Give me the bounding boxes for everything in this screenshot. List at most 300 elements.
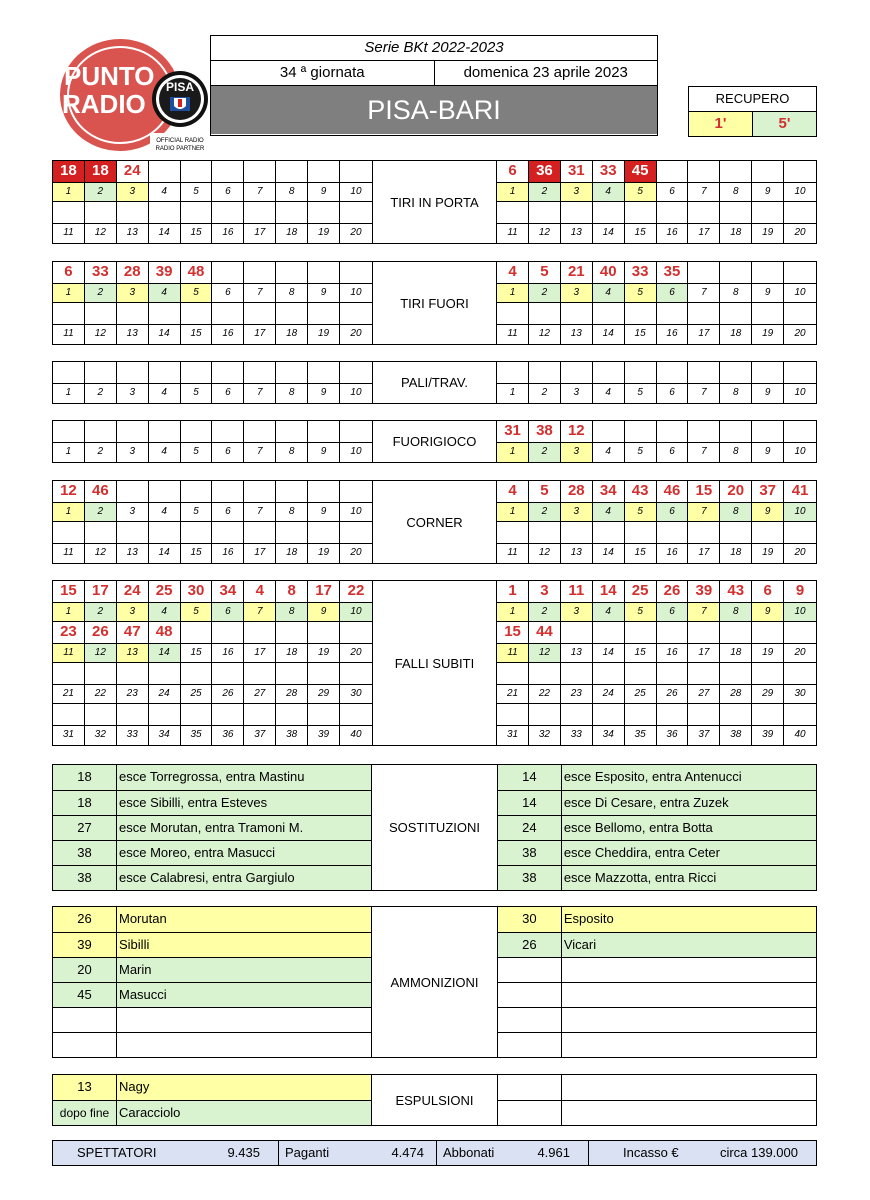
stat-value	[657, 202, 689, 223]
stat-value: 41	[791, 482, 809, 499]
value-row	[53, 161, 372, 182]
index-cell: 33	[117, 726, 149, 745]
minute: 14	[498, 791, 562, 815]
index-cell: 36	[657, 726, 689, 745]
index-cell: 6	[657, 183, 689, 201]
description: esce Di Cesare, entra Zuzek	[563, 795, 729, 810]
stat-value	[181, 202, 213, 223]
stat-value	[720, 421, 752, 442]
description: esce Sibilli, entra Esteves	[119, 795, 268, 810]
description: Marin	[119, 962, 152, 977]
index-cell: 2	[529, 384, 561, 403]
stat-value: 39	[149, 262, 181, 283]
stat-value	[244, 663, 276, 684]
stat-value: 4	[244, 581, 276, 602]
minute-index-row	[497, 383, 816, 403]
index-cell: 8	[276, 284, 308, 302]
index-cell: 18	[276, 644, 308, 662]
stat-value: 6	[752, 581, 784, 602]
index-cell: 10	[350, 446, 362, 457]
incasso-value: circa 139.000	[719, 1145, 798, 1160]
minute: 38	[53, 866, 117, 890]
index-cell: 2	[529, 443, 561, 462]
paganti-value: 4.474	[391, 1145, 424, 1160]
index-cell: 2	[529, 284, 561, 302]
index-cell: 2	[85, 284, 117, 302]
value-row	[497, 161, 816, 182]
index-cell: 12	[529, 644, 561, 662]
stat-value	[625, 663, 657, 684]
value-row	[53, 704, 372, 725]
value-row	[53, 622, 372, 643]
stat-value	[181, 421, 213, 442]
stat-value	[117, 303, 149, 324]
stat-value	[625, 622, 657, 643]
index-cell: 20	[350, 547, 362, 558]
index-cell: 4	[149, 284, 181, 302]
stat-value	[529, 303, 561, 324]
right-team-sostituzioni	[498, 765, 816, 890]
list-row	[53, 907, 371, 932]
index-cell: 6	[212, 603, 244, 621]
right-team-ammonizioni	[498, 907, 816, 1057]
stat-value	[529, 704, 561, 725]
value-row	[497, 522, 816, 543]
corner-table	[52, 480, 817, 564]
stat-value	[561, 202, 593, 223]
description: Nagy	[119, 1079, 150, 1094]
stat-value: 22	[347, 582, 365, 599]
stat-value	[308, 161, 340, 182]
minute-index-row	[53, 502, 372, 522]
index-cell: 4	[149, 443, 181, 462]
minute: 45	[53, 983, 117, 1007]
index-cell: 5	[181, 284, 213, 302]
description: esce Calabresi, entra Gargiulo	[119, 870, 295, 885]
index-cell: 18	[720, 325, 752, 344]
index-cell: 27	[244, 685, 276, 703]
stat-value: 21	[561, 262, 593, 283]
index-cell: 4	[149, 503, 181, 521]
minute	[498, 958, 562, 982]
index-cell: 13	[117, 325, 149, 344]
stat-value	[340, 303, 372, 324]
stat-value	[276, 663, 308, 684]
spettatori-label: SPETTATORI	[77, 1145, 157, 1160]
stat-value	[149, 704, 181, 725]
value-row	[53, 202, 372, 223]
stat-value	[752, 704, 784, 725]
minute: 14	[498, 765, 562, 790]
stat-value	[149, 303, 181, 324]
stat-value: 3	[529, 581, 561, 602]
stat-label: FALLI SUBITI	[372, 581, 497, 745]
index-cell: 9	[308, 183, 340, 201]
stat-value	[340, 663, 372, 684]
logo-caption1: OFFICIAL RADIO	[156, 138, 204, 144]
description: esce Cheddira, entra Ceter	[563, 845, 720, 860]
index-cell: 8	[276, 384, 308, 403]
index-cell: 15	[625, 325, 657, 344]
value-row	[53, 663, 372, 684]
index-cell: 30	[350, 688, 362, 699]
index-cell: 5	[181, 603, 213, 621]
left-team-pali	[53, 362, 372, 403]
stat-value: 26	[657, 581, 689, 602]
stat-value	[720, 622, 752, 643]
stat-value	[117, 202, 149, 223]
index-cell: 4	[149, 603, 181, 621]
index-cell: 10	[340, 603, 372, 621]
index-cell: 12	[529, 325, 561, 344]
stat-value	[212, 481, 244, 502]
value-row	[497, 581, 816, 602]
match-title: PISA-BARI	[211, 86, 657, 134]
description	[562, 1033, 816, 1057]
stat-value	[117, 663, 149, 684]
stat-value: 5	[529, 262, 561, 283]
stat-value: 24	[117, 161, 149, 182]
description: esce Bellomo, entra Botta	[563, 820, 713, 835]
stat-value	[529, 362, 561, 383]
index-cell: 9	[308, 603, 340, 621]
minute: 24	[498, 816, 562, 840]
index-cell: 2	[85, 603, 117, 621]
index-cell: 8	[720, 443, 752, 462]
minute: dopo fine	[53, 1101, 117, 1125]
index-cell: 12	[85, 644, 117, 662]
stat-value	[244, 481, 276, 502]
index-cell: 3	[117, 443, 149, 462]
index-cell: 3	[561, 503, 593, 521]
right-team-corner	[497, 481, 816, 563]
value-row	[497, 421, 816, 442]
index-cell: 16	[657, 325, 689, 344]
index-cell: 13	[117, 544, 149, 563]
index-cell: 15	[625, 224, 657, 243]
index-cell: 35	[181, 726, 213, 745]
stat-value	[625, 202, 657, 223]
index-cell: 10	[350, 186, 362, 197]
value-row	[53, 481, 372, 502]
list-row	[53, 1100, 371, 1125]
stat-value	[149, 522, 181, 543]
stat-value	[53, 421, 85, 442]
stat-value	[85, 522, 117, 543]
stat-value	[752, 622, 784, 643]
stat-value	[308, 262, 340, 283]
index-cell: 21	[497, 685, 529, 703]
right-team-falli	[497, 581, 816, 745]
stat-value: 5	[529, 481, 561, 502]
stat-value	[181, 161, 213, 182]
list-row	[53, 1032, 371, 1057]
stat-value: 34	[212, 581, 244, 602]
minute-index-row	[53, 283, 372, 303]
index-cell: 39	[752, 726, 784, 745]
index-cell: 21	[53, 685, 85, 703]
left-team-tiri_fuori	[53, 262, 372, 344]
index-cell: 9	[308, 284, 340, 302]
minute: 38	[53, 841, 117, 865]
stat-value	[212, 522, 244, 543]
stat-value	[625, 362, 657, 383]
index-cell: 2	[85, 183, 117, 201]
index-cell: 5	[625, 284, 657, 302]
index-cell: 5	[625, 384, 657, 403]
index-cell: 15	[181, 224, 213, 243]
stat-value	[181, 522, 213, 543]
stat-value	[117, 481, 149, 502]
minute	[498, 1101, 562, 1125]
index-cell: 3	[561, 443, 593, 462]
index-cell: 7	[688, 384, 720, 403]
stat-value: 25	[149, 581, 181, 602]
description	[562, 958, 816, 982]
index-cell: 3	[117, 603, 149, 621]
index-cell: 14	[593, 325, 625, 344]
index-cell: 10	[794, 387, 806, 398]
stat-value: 35	[657, 262, 689, 283]
stat-value	[784, 262, 816, 283]
ammonizioni-table	[52, 906, 817, 1058]
stat-value	[276, 362, 308, 383]
stat-value: 46	[657, 481, 689, 502]
minute-index-row	[53, 182, 372, 202]
stat-value	[212, 704, 244, 725]
minute: 13	[53, 1075, 117, 1100]
stat-value	[181, 663, 213, 684]
stat-value	[529, 522, 561, 543]
index-cell: 2	[85, 503, 117, 521]
left-team-falli	[53, 581, 372, 745]
index-cell: 13	[117, 644, 149, 662]
stat-value: 38	[529, 421, 561, 442]
index-cell: 16	[657, 644, 689, 662]
logo-caption2: RADIO PARTNER	[155, 146, 205, 152]
index-cell: 19	[308, 325, 340, 344]
recupero-label: RECUPERO	[689, 87, 816, 112]
index-cell: 17	[688, 544, 720, 563]
stat-value	[688, 303, 720, 324]
index-cell: 12	[85, 325, 117, 344]
stat-value	[212, 362, 244, 383]
list-row	[498, 1100, 816, 1125]
stat-value	[276, 481, 308, 502]
minute-index-row	[497, 502, 816, 522]
index-cell: 20	[794, 547, 806, 558]
pali-table	[52, 361, 817, 404]
index-cell: 20	[794, 227, 806, 238]
index-cell: 8	[276, 603, 308, 621]
right-team-tiri_in_porta	[497, 161, 816, 243]
stat-value	[497, 202, 529, 223]
minute	[53, 1033, 117, 1057]
stat-value: 45	[625, 161, 657, 182]
index-cell: 6	[657, 384, 689, 403]
stat-value	[784, 202, 816, 223]
stat-value	[720, 202, 752, 223]
stat-value	[688, 262, 720, 283]
stat-value: 33	[625, 262, 657, 283]
index-cell: 24	[593, 685, 625, 703]
index-cell: 19	[752, 644, 784, 662]
index-cell: 13	[117, 224, 149, 243]
minute-index-row	[53, 684, 372, 704]
index-cell: 15	[625, 544, 657, 563]
stat-value	[181, 362, 213, 383]
index-cell: 9	[752, 603, 784, 621]
stat-value: 9	[795, 582, 805, 599]
list-row	[498, 932, 816, 957]
recupero-second-half: 5'	[752, 112, 816, 136]
stat-value	[784, 522, 816, 543]
index-cell: 10	[794, 287, 806, 298]
abbonati-label: Abbonati	[443, 1145, 495, 1160]
stat-value	[529, 202, 561, 223]
index-cell: 9	[308, 443, 340, 462]
stat-value: 37	[752, 481, 784, 502]
index-cell: 29	[308, 685, 340, 703]
stat-value	[244, 522, 276, 543]
minute	[498, 983, 562, 1007]
index-cell: 11	[53, 224, 85, 243]
index-cell: 7	[688, 603, 720, 621]
description	[117, 1008, 371, 1032]
stat-value	[561, 663, 593, 684]
minute-index-row	[497, 602, 816, 622]
index-cell: 13	[561, 644, 593, 662]
right-team-tiri_fuori	[497, 262, 816, 344]
stat-value	[720, 161, 752, 182]
index-cell: 7	[244, 603, 276, 621]
stat-label: CORNER	[372, 481, 497, 563]
stat-value	[593, 622, 625, 643]
index-cell: 1	[53, 384, 85, 403]
value-row	[497, 262, 816, 283]
index-cell: 11	[53, 544, 85, 563]
index-cell: 11	[497, 544, 529, 563]
minute-index-row	[497, 182, 816, 202]
minute: 20	[53, 958, 117, 982]
index-cell: 14	[149, 224, 181, 243]
stat-value: 24	[117, 581, 149, 602]
stat-value	[497, 663, 529, 684]
index-cell: 14	[593, 644, 625, 662]
index-cell: 35	[625, 726, 657, 745]
index-cell: 26	[212, 685, 244, 703]
stat-value	[688, 663, 720, 684]
stat-value	[340, 622, 372, 643]
index-cell: 3	[117, 183, 149, 201]
index-cell: 28	[720, 685, 752, 703]
stat-value	[53, 663, 85, 684]
list-row	[498, 982, 816, 1007]
index-cell: 12	[529, 544, 561, 563]
stat-value	[720, 303, 752, 324]
minute-index-row	[53, 725, 372, 745]
list-row	[498, 765, 816, 790]
index-cell: 18	[720, 224, 752, 243]
index-cell: 2	[85, 443, 117, 462]
stat-value	[244, 704, 276, 725]
stat-value	[181, 622, 213, 643]
fuorigioco-table	[52, 420, 817, 463]
stat-value: 36	[529, 161, 561, 182]
description: esce Mazzotta, entra Ricci	[563, 870, 717, 885]
stat-value	[340, 421, 372, 442]
stat-value	[276, 522, 308, 543]
index-cell: 18	[276, 544, 308, 563]
index-cell: 9	[308, 503, 340, 521]
stat-value	[561, 522, 593, 543]
index-cell: 23	[561, 685, 593, 703]
index-cell: 11	[497, 224, 529, 243]
index-cell: 10	[794, 446, 806, 457]
stat-value: 1	[497, 581, 529, 602]
stat-value: 33	[85, 262, 117, 283]
minute-index-row	[53, 324, 372, 344]
minute	[53, 1008, 117, 1032]
minute-index-row	[53, 383, 372, 403]
index-cell: 10	[350, 387, 362, 398]
stat-value	[657, 303, 689, 324]
minute-index-row	[497, 684, 816, 704]
index-cell: 22	[85, 685, 117, 703]
attendance-footer	[52, 1140, 817, 1166]
index-cell: 33	[561, 726, 593, 745]
description: Morutan	[119, 911, 167, 926]
minute-index-row	[53, 602, 372, 622]
index-cell: 6	[657, 284, 689, 302]
stat-value	[688, 421, 720, 442]
right-team-espulsioni	[498, 1075, 816, 1125]
index-cell: 7	[244, 503, 276, 521]
stat-value	[688, 704, 720, 725]
stat-value: 18	[53, 161, 85, 182]
index-cell: 4	[593, 284, 625, 302]
stat-value	[149, 663, 181, 684]
index-cell: 15	[181, 644, 213, 662]
stat-value: 28	[117, 262, 149, 283]
stat-value	[53, 704, 85, 725]
index-cell: 27	[688, 685, 720, 703]
index-cell: 25	[625, 685, 657, 703]
stat-value: 8	[276, 581, 308, 602]
stat-value: 26	[85, 622, 117, 643]
recupero-first-half: 1'	[689, 112, 752, 136]
index-cell: 26	[657, 685, 689, 703]
stat-value	[657, 522, 689, 543]
index-cell: 6	[212, 183, 244, 201]
index-cell: 20	[350, 647, 362, 658]
stat-value	[117, 421, 149, 442]
stat-value	[688, 622, 720, 643]
stat-value	[53, 303, 85, 324]
index-cell: 40	[350, 729, 362, 740]
index-cell: 3	[117, 284, 149, 302]
stat-value	[340, 704, 372, 725]
index-cell: 11	[497, 325, 529, 344]
stat-value	[340, 481, 372, 502]
index-cell: 17	[244, 544, 276, 563]
minute-index-row	[497, 324, 816, 344]
stat-value	[340, 161, 372, 182]
stat-value: 15	[497, 622, 529, 643]
index-cell: 22	[529, 685, 561, 703]
stat-value	[657, 622, 689, 643]
stat-value	[308, 622, 340, 643]
